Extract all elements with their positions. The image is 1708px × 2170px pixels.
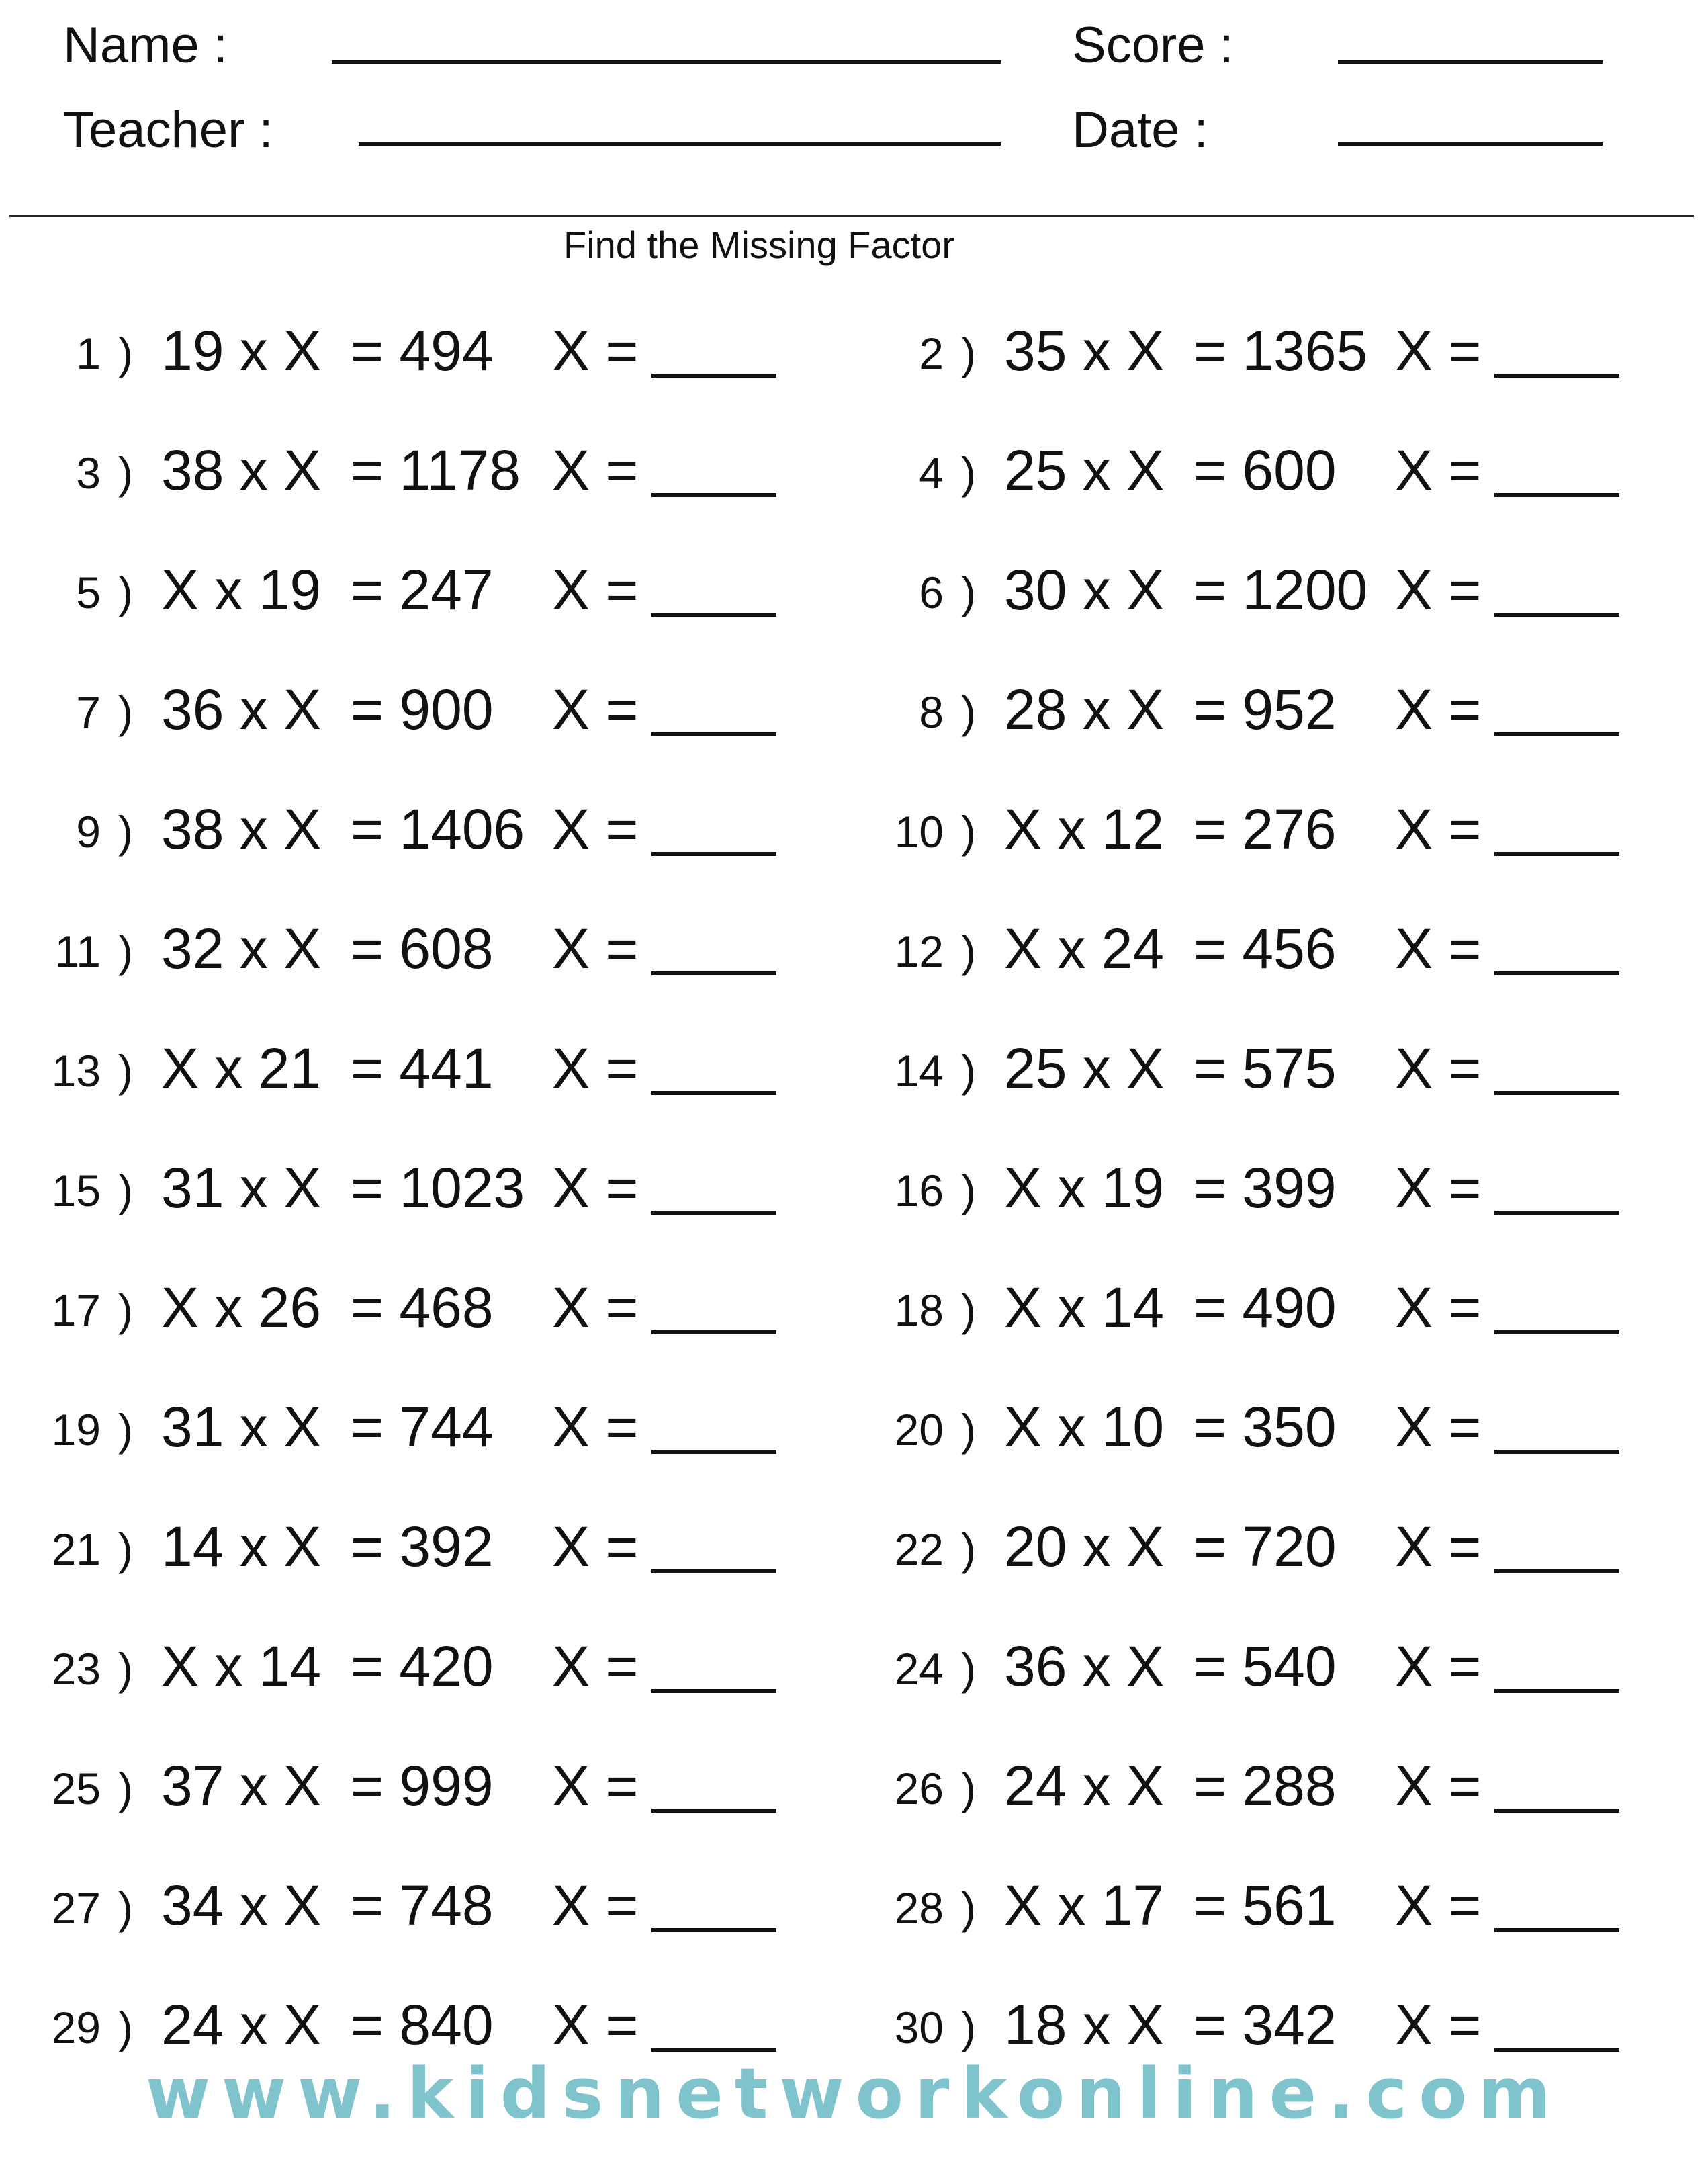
worksheet-subtitle: Find the Missing Factor (564, 224, 954, 266)
problem-number: 4 (919, 448, 944, 498)
problem-paren: ) (118, 448, 133, 498)
answer-label: X = (552, 319, 639, 382)
watermark-url: www.kidsnetworkonline.com (145, 2052, 1563, 2134)
answer-blank[interactable] (651, 1330, 776, 1334)
problem-number: 22 (894, 1524, 944, 1574)
answer-blank[interactable] (651, 1809, 776, 1813)
problem-26 (843, 1748, 1676, 1822)
problem-25 (0, 1748, 833, 1822)
problem-equation: 25 x X (1004, 439, 1165, 502)
problem-paren: ) (118, 687, 133, 737)
problem-equation: 31 x X (161, 1395, 322, 1459)
name-label: Name : (63, 17, 228, 74)
problem-paren: ) (118, 1046, 133, 1096)
problem-30 (843, 1987, 1676, 2061)
problem-result: = 575 (1194, 1037, 1337, 1100)
problem-paren: ) (961, 1524, 976, 1574)
problem-paren: ) (961, 1405, 976, 1455)
problem-10 (843, 791, 1676, 865)
problem-paren: ) (118, 1644, 133, 1694)
problem-28 (843, 1868, 1676, 1942)
answer-blank[interactable] (651, 1689, 776, 1693)
problem-result: = 420 (351, 1635, 494, 1698)
problem-number: 24 (894, 1644, 944, 1694)
problem-19 (0, 1389, 833, 1463)
score-label: Score : (1072, 17, 1234, 74)
problem-paren: ) (118, 1285, 133, 1335)
problem-number: 16 (894, 1166, 944, 1215)
answer-blank[interactable] (651, 1450, 776, 1454)
answer-label: X = (1395, 797, 1482, 861)
answer-blank[interactable] (651, 1569, 776, 1573)
problem-3 (0, 433, 833, 507)
problem-number: 18 (894, 1285, 944, 1335)
problem-paren: ) (118, 1524, 133, 1574)
answer-label: X = (1395, 1395, 1482, 1459)
problem-24 (843, 1629, 1676, 1702)
answer-blank[interactable] (1494, 374, 1619, 378)
problem-result: = 1200 (1194, 558, 1368, 621)
problem-result: = 441 (351, 1037, 494, 1100)
problem-equation: 20 x X (1004, 1515, 1165, 1578)
answer-label: X = (1395, 1037, 1482, 1100)
answer-blank[interactable] (1494, 732, 1619, 736)
problem-17 (0, 1270, 833, 1344)
answer-blank[interactable] (1494, 1330, 1619, 1334)
problem-number: 29 (51, 2003, 101, 2052)
problem-result: = 247 (351, 558, 494, 621)
problem-equation: 34 x X (161, 1874, 322, 1937)
problem-result: = 1023 (351, 1156, 525, 1219)
answer-label: X = (552, 1993, 639, 2056)
answer-blank[interactable] (1494, 2048, 1619, 2052)
problem-number: 27 (51, 1883, 101, 1933)
problem-equation: 24 x X (1004, 1754, 1165, 1817)
problem-number: 19 (51, 1405, 101, 1455)
problem-equation: 30 x X (1004, 558, 1165, 621)
answer-blank[interactable] (651, 1928, 776, 1932)
problem-number: 6 (919, 568, 944, 617)
problem-paren: ) (961, 1883, 976, 1933)
answer-label: X = (552, 917, 639, 980)
problem-4 (843, 433, 1676, 507)
problem-equation: 31 x X (161, 1156, 322, 1219)
problem-paren: ) (961, 687, 976, 737)
problem-number: 2 (919, 329, 944, 378)
problem-number: 17 (51, 1285, 101, 1335)
problem-equation: 25 x X (1004, 1037, 1165, 1100)
teacher-label: Teacher : (63, 101, 273, 159)
answer-blank[interactable] (1494, 852, 1619, 856)
problem-8 (843, 672, 1676, 746)
answer-label: X = (552, 1515, 639, 1578)
problem-number: 28 (894, 1883, 944, 1933)
problem-9 (0, 791, 833, 865)
problem-equation: X x 19 (161, 558, 322, 621)
answer-blank[interactable] (1494, 1211, 1619, 1215)
answer-label: X = (552, 797, 639, 861)
problem-21 (0, 1509, 833, 1583)
problem-equation: 37 x X (161, 1754, 322, 1817)
answer-blank[interactable] (651, 374, 776, 378)
problem-result: = 999 (351, 1754, 494, 1817)
problem-result: = 608 (351, 917, 494, 980)
problem-paren: ) (961, 1166, 976, 1215)
problem-11 (0, 911, 833, 985)
answer-label: X = (552, 1754, 639, 1817)
problem-result: = 276 (1194, 797, 1337, 861)
answer-blank[interactable] (651, 971, 776, 975)
problem-result: = 540 (1194, 1635, 1337, 1698)
problem-result: = 494 (351, 319, 494, 382)
problem-equation: 38 x X (161, 797, 322, 861)
answer-blank[interactable] (1494, 1450, 1619, 1454)
problem-result: = 456 (1194, 917, 1337, 980)
problem-1 (0, 313, 833, 387)
problem-6 (843, 552, 1676, 626)
problem-paren: ) (118, 329, 133, 378)
problem-29 (0, 1987, 833, 2061)
answer-label: X = (552, 439, 639, 502)
problem-number: 25 (51, 1764, 101, 1813)
problem-result: = 490 (1194, 1276, 1337, 1339)
problem-result: = 748 (351, 1874, 494, 1937)
problem-result: = 342 (1194, 1993, 1337, 2056)
problem-27 (0, 1868, 833, 1942)
problem-paren: ) (118, 1883, 133, 1933)
problem-equation: 32 x X (161, 917, 322, 980)
problem-equation: X x 19 (1004, 1156, 1165, 1219)
answer-blank[interactable] (1494, 1689, 1619, 1693)
problem-number: 1 (76, 329, 101, 378)
problem-number: 7 (76, 687, 101, 737)
problem-result: = 350 (1194, 1395, 1337, 1459)
problem-equation: X x 14 (161, 1635, 322, 1698)
problem-result: = 468 (351, 1276, 494, 1339)
problem-result: = 561 (1194, 1874, 1337, 1937)
answer-label: X = (552, 1635, 639, 1698)
problem-equation: 28 x X (1004, 678, 1165, 741)
problem-result: = 1365 (1194, 319, 1368, 382)
problem-number: 13 (51, 1046, 101, 1096)
problem-number: 21 (51, 1524, 101, 1574)
problem-number: 3 (76, 448, 101, 498)
problem-18 (843, 1270, 1676, 1344)
answer-blank[interactable] (651, 1091, 776, 1095)
problem-result: = 744 (351, 1395, 494, 1459)
problem-equation: 38 x X (161, 439, 322, 502)
answer-blank[interactable] (651, 732, 776, 736)
problem-number: 30 (894, 2003, 944, 2052)
problem-result: = 840 (351, 1993, 494, 2056)
answer-blank[interactable] (651, 852, 776, 856)
answer-blank[interactable] (651, 613, 776, 617)
problem-paren: ) (961, 1046, 976, 1096)
answer-label: X = (1395, 1754, 1482, 1817)
problem-number: 15 (51, 1166, 101, 1215)
answer-label: X = (1395, 319, 1482, 382)
problem-equation: 36 x X (1004, 1635, 1165, 1698)
problem-13 (0, 1031, 833, 1104)
problem-15 (0, 1150, 833, 1224)
problem-equation: 19 x X (161, 319, 322, 382)
problem-equation: X x 21 (161, 1037, 322, 1100)
date-label: Date : (1072, 101, 1208, 159)
problem-number: 14 (894, 1046, 944, 1096)
problem-result: = 1178 (351, 439, 521, 502)
answer-blank[interactable] (1494, 1091, 1619, 1095)
answer-label: X = (1395, 678, 1482, 741)
answer-blank[interactable] (1494, 613, 1619, 617)
problem-paren: ) (961, 1285, 976, 1335)
problem-paren: ) (961, 568, 976, 617)
problem-paren: ) (118, 926, 133, 976)
problem-equation: X x 24 (1004, 917, 1165, 980)
problem-result: = 399 (1194, 1156, 1337, 1219)
problem-result: = 392 (351, 1515, 494, 1578)
answer-label: X = (552, 1037, 639, 1100)
answer-label: X = (552, 1395, 639, 1459)
problem-equation: X x 26 (161, 1276, 322, 1339)
answer-label: X = (1395, 1515, 1482, 1578)
problem-number: 5 (76, 568, 101, 617)
answer-label: X = (1395, 1993, 1482, 2056)
problem-result: = 1406 (351, 797, 525, 861)
problem-equation: 14 x X (161, 1515, 322, 1578)
problem-paren: ) (118, 1166, 133, 1215)
answer-label: X = (552, 1276, 639, 1339)
answer-label: X = (1395, 439, 1482, 502)
problem-result: = 900 (351, 678, 494, 741)
problem-paren: ) (118, 1764, 133, 1813)
problem-equation: X x 14 (1004, 1276, 1165, 1339)
problem-paren: ) (961, 2003, 976, 2052)
problem-paren: ) (961, 1644, 976, 1694)
answer-blank[interactable] (1494, 1809, 1619, 1813)
problem-paren: ) (961, 807, 976, 857)
problem-equation: X x 10 (1004, 1395, 1165, 1459)
problem-2 (843, 313, 1676, 387)
problem-paren: ) (961, 448, 976, 498)
problem-22 (843, 1509, 1676, 1583)
answer-label: X = (552, 1156, 639, 1219)
problem-paren: ) (961, 329, 976, 378)
problem-20 (843, 1389, 1676, 1463)
answer-label: X = (552, 678, 639, 741)
problem-result: = 952 (1194, 678, 1337, 741)
answer-label: X = (1395, 1156, 1482, 1219)
problem-result: = 600 (1194, 439, 1337, 502)
answer-label: X = (1395, 558, 1482, 621)
problem-number: 10 (894, 807, 944, 857)
problem-number: 12 (894, 926, 944, 976)
answer-label: X = (1395, 1635, 1482, 1698)
answer-label: X = (1395, 1276, 1482, 1339)
problem-number: 9 (76, 807, 101, 857)
problem-16 (843, 1150, 1676, 1224)
answer-label: X = (1395, 1874, 1482, 1937)
answer-blank[interactable] (1494, 971, 1619, 975)
answer-label: X = (552, 558, 639, 621)
problem-paren: ) (118, 1405, 133, 1455)
answer-blank[interactable] (1494, 493, 1619, 497)
problem-number: 20 (894, 1405, 944, 1455)
problem-number: 8 (919, 687, 944, 737)
problem-number: 26 (894, 1764, 944, 1813)
problem-paren: ) (961, 926, 976, 976)
problem-paren: ) (118, 807, 133, 857)
problem-equation: 18 x X (1004, 1993, 1165, 2056)
problem-5 (0, 552, 833, 626)
problem-paren: ) (118, 2003, 133, 2052)
answer-blank[interactable] (651, 2048, 776, 2052)
answer-label: X = (1395, 917, 1482, 980)
answer-blank[interactable] (1494, 1569, 1619, 1573)
problem-7 (0, 672, 833, 746)
problem-result: = 288 (1194, 1754, 1337, 1817)
answer-label: X = (552, 1874, 639, 1937)
answer-blank[interactable] (1494, 1928, 1619, 1932)
problem-14 (843, 1031, 1676, 1104)
problem-equation: 35 x X (1004, 319, 1165, 382)
problem-number: 11 (54, 926, 101, 976)
problem-equation: 36 x X (161, 678, 322, 741)
answer-blank[interactable] (651, 1211, 776, 1215)
problem-23 (0, 1629, 833, 1702)
problem-equation: X x 17 (1004, 1874, 1165, 1937)
problem-result: = 720 (1194, 1515, 1337, 1578)
problem-equation: X x 12 (1004, 797, 1165, 861)
problem-12 (843, 911, 1676, 985)
problem-equation: 24 x X (161, 1993, 322, 2056)
problem-paren: ) (961, 1764, 976, 1813)
answer-blank[interactable] (651, 493, 776, 497)
problem-number: 23 (51, 1644, 101, 1694)
problem-paren: ) (118, 568, 133, 617)
